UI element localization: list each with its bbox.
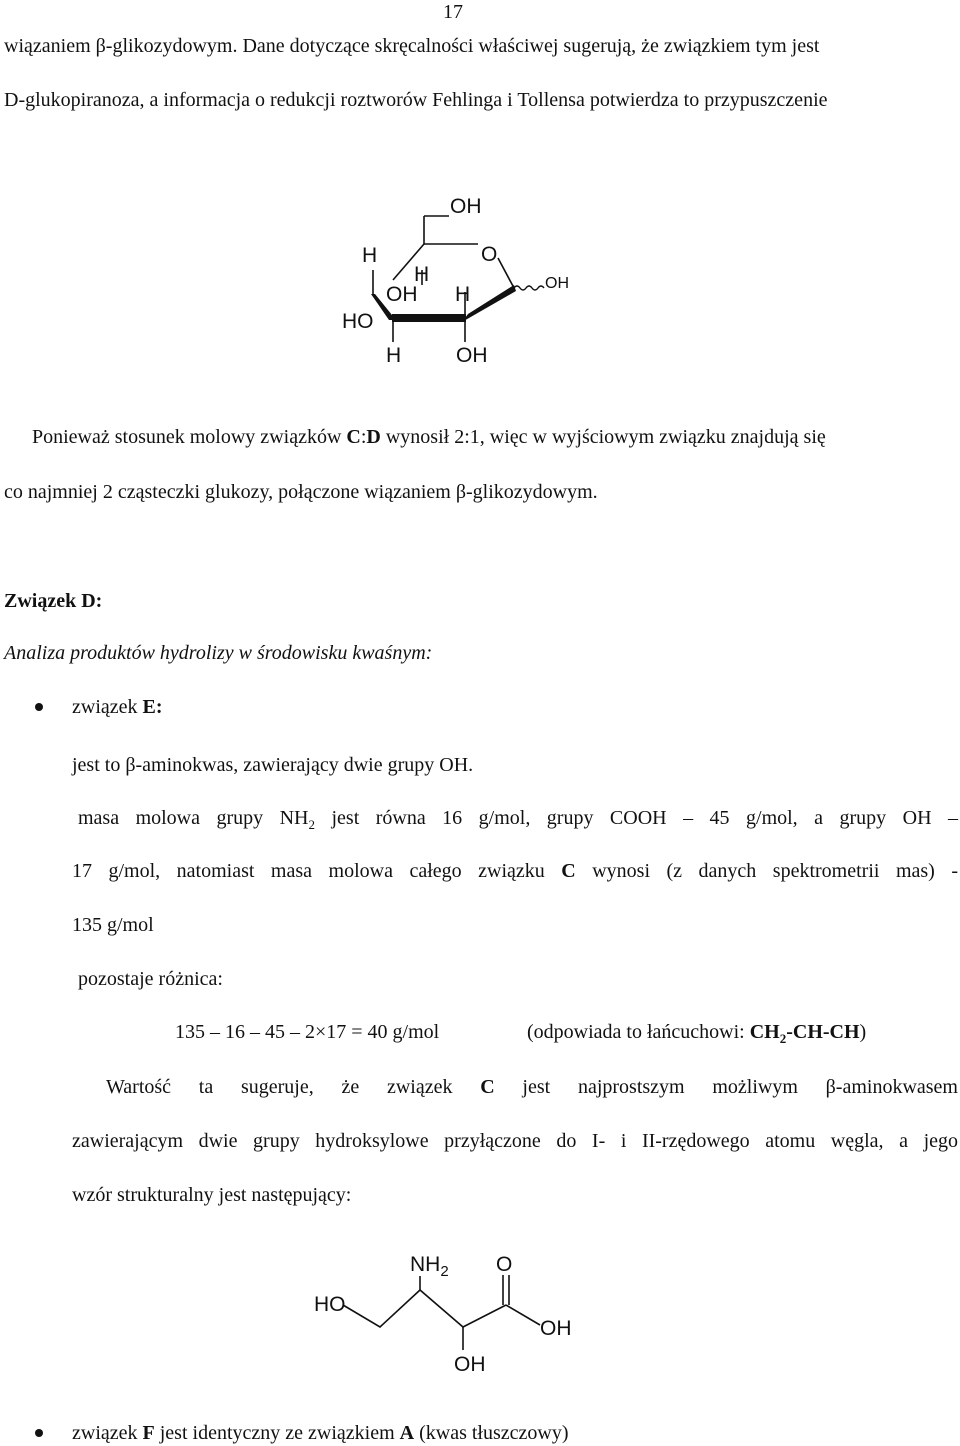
h-label: H — [362, 244, 378, 267]
paragraph-line: zawierającym dwie grupy hydroksylowe przyłączone do I- i II-rzędowego atomu węgla, a jego — [72, 1130, 958, 1152]
paragraph-line: pozostaje różnica: — [78, 968, 223, 990]
text-run: jest identyczny ze związkiem — [154, 1422, 400, 1444]
paragraph-line: jest to β-aminokwas, zawierający dwie grupy OH. — [72, 754, 474, 776]
text-run: (odpowiada to łańcuchowi: — [527, 1021, 750, 1043]
paragraph-line: wiązaniem β-glikozydowym. Dane dotyczące skręcalności właściwej sugerują, że związkiem tym jest — [4, 35, 820, 57]
compound-label: D — [366, 426, 381, 448]
subscript: 2 — [440, 1263, 449, 1281]
formula: CH — [749, 1021, 780, 1043]
amine-label — [410, 1253, 449, 1284]
oh-label: OH — [450, 195, 482, 218]
compound-label: C — [346, 426, 361, 448]
text-run: 17 g/mol, natomiast masa molowa całego związku — [72, 860, 562, 882]
text-run: : — [360, 426, 367, 448]
text-run: (kwas tłuszczowy) — [414, 1422, 569, 1444]
h-label: H — [414, 263, 430, 286]
text-run: związek — [72, 1422, 143, 1444]
text-run: masa molowa grupy NH — [78, 807, 309, 829]
bullet-item — [72, 1421, 569, 1445]
subscript: 2 — [308, 817, 315, 832]
ring-oxygen-label: O — [481, 243, 498, 266]
text-run: jest najprostszym możliwym β-aminokwasem — [494, 1076, 958, 1098]
ho-label: HO — [314, 1293, 346, 1316]
paragraph-line: D-glukopiranoza, a informacja o redukcji roztworów Fehlinga i Tollensa potwierdza to przypuszczenie — [4, 89, 828, 111]
text-run: Ponieważ stosunek molowy związków — [32, 426, 347, 448]
formula: -CH-CH — [786, 1021, 860, 1043]
oh-label: OH — [545, 275, 569, 292]
page-number: 17 — [443, 1, 463, 23]
oh-label: OH — [540, 1317, 572, 1340]
text-run: wynosił 2:1, więc w wyjściowym związku znajdują się — [380, 426, 826, 448]
equation: 135 – 16 – 45 – 2×17 = 40 g/mol — [175, 1021, 440, 1043]
text-run: NH — [410, 1253, 441, 1276]
text-run: związek — [72, 696, 143, 718]
oh-label: OH — [454, 1353, 486, 1376]
text-run: Wartość ta sugeruje, że związek — [106, 1076, 481, 1098]
text-run: jest równa 16 g/mol, grupy COOH – 45 g/mol, a grupy OH – — [315, 807, 958, 829]
oh-label: OH — [386, 283, 418, 306]
paragraph-line: 135 g/mol — [72, 914, 154, 936]
h-label: H — [386, 344, 402, 367]
bullet-icon — [35, 1429, 43, 1437]
section-heading: Związek D: — [4, 590, 103, 612]
compound-label: A — [399, 1422, 415, 1444]
oh-label: OH — [456, 344, 488, 367]
carbonyl-oxygen-label: O — [496, 1253, 513, 1276]
subscript: 2 — [779, 1031, 787, 1046]
h-label: H — [455, 283, 471, 306]
compound-label: E: — [142, 696, 163, 718]
compound-label: C — [561, 860, 576, 882]
compound-label: F — [142, 1422, 155, 1444]
text-run: wynosi (z danych spektrometrii mas) - — [575, 860, 958, 882]
ho-label: HO — [342, 310, 374, 333]
text-run: ) — [859, 1021, 867, 1043]
compound-label: C — [480, 1076, 495, 1098]
section-subheading: Analiza produktów hydrolizy w środowisku kwaśnym: — [4, 642, 433, 664]
paragraph-line: wzór strukturalny jest następujący: — [72, 1184, 352, 1206]
paragraph-line: co najmniej 2 cząsteczki glukozy, połączone wiązaniem β-glikozydowym. — [4, 481, 598, 503]
